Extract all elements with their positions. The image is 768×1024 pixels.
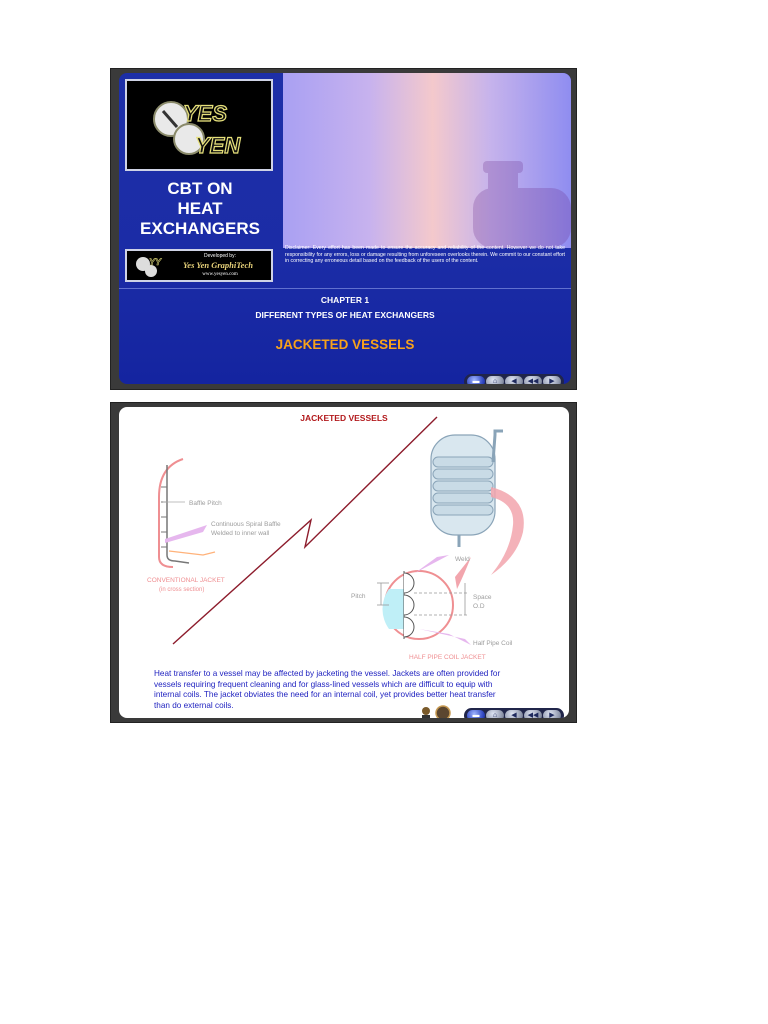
content-slide-panel bbox=[119, 407, 569, 718]
menu-icon: ▬ bbox=[472, 378, 480, 384]
yes-yen-logo bbox=[125, 79, 273, 171]
body-text: Heat transfer to a vessel may be affected by jacketing the vessel. Jackets are often provided for vessels requiring frequent cleaning and for glass-lined vessels which are difficult to equip with internal coils. The jacket obviates the need for an internal coil, yet provides better heat transfer than do external coils. bbox=[154, 669, 501, 710]
audio-icon[interactable] bbox=[436, 706, 450, 718]
next-button[interactable] bbox=[543, 710, 561, 718]
home-button[interactable] bbox=[486, 376, 504, 384]
cross-section-label: (in cross section) bbox=[159, 587, 205, 593]
jacket-diagrams bbox=[119, 407, 569, 667]
next-button[interactable] bbox=[543, 376, 561, 384]
previous-button[interactable] bbox=[524, 376, 542, 384]
home-button[interactable] bbox=[486, 710, 504, 718]
pitch-label: Pitch bbox=[351, 593, 366, 600]
course-title bbox=[125, 179, 275, 239]
exchanger-silhouette bbox=[283, 73, 571, 248]
next-icon: ▶ bbox=[549, 712, 555, 718]
menu-icon: ▬ bbox=[472, 712, 480, 718]
baffle-pitch-label: Baffle Pitch bbox=[189, 500, 222, 507]
previous-icon: ◀◀ bbox=[527, 378, 539, 384]
developer-name: Yes Yen GraphiTech bbox=[183, 260, 253, 270]
developer-badge bbox=[125, 249, 273, 282]
developed-by-label: Developed by: bbox=[204, 253, 236, 259]
welded-label: Welded to inner wall bbox=[211, 530, 270, 537]
back-icon: ◀ bbox=[511, 712, 517, 718]
next-icon: ▶ bbox=[549, 378, 555, 384]
back-button[interactable] bbox=[505, 376, 523, 384]
half-pipe-coil-jacket-label: HALF PIPE COIL JACKET bbox=[409, 654, 486, 661]
heat-exchanger-background-art bbox=[283, 73, 571, 248]
navigation-bar bbox=[464, 374, 564, 384]
menu-button[interactable] bbox=[467, 376, 485, 384]
title-slide-panel bbox=[119, 73, 571, 384]
conventional-jacket-label: CONVENTIONAL JACKET bbox=[147, 577, 225, 584]
title-slide bbox=[110, 68, 577, 390]
space-label: Space bbox=[473, 594, 492, 601]
course-title-line-2: HEAT bbox=[177, 199, 223, 218]
content-slide bbox=[110, 402, 577, 723]
topic-title: JACKETED VESSELS bbox=[275, 337, 415, 352]
half-pipe-coil-section bbox=[377, 555, 471, 645]
od-label: O.D bbox=[473, 603, 485, 610]
slide-title: JACKETED VESSELS bbox=[300, 413, 388, 423]
previous-button[interactable] bbox=[524, 710, 542, 718]
developer-website[interactable]: www.yesyen.com bbox=[202, 272, 238, 277]
coiled-vessel-drawing bbox=[431, 431, 524, 575]
home-icon: ⌂ bbox=[492, 712, 498, 718]
conventional-jacket-drawing bbox=[159, 459, 215, 567]
spiral-baffle-label: Continuous Spiral Baffle bbox=[211, 521, 281, 528]
back-icon: ◀ bbox=[511, 378, 517, 384]
narrator-icons bbox=[419, 705, 453, 718]
course-title-line-3: EXCHANGERS bbox=[140, 219, 260, 238]
weld-label: Weld bbox=[455, 556, 470, 563]
previous-icon: ◀◀ bbox=[527, 712, 539, 718]
navigation-bar bbox=[464, 708, 564, 718]
chapter-title: DIFFERENT TYPES OF HEAT EXCHANGERS bbox=[255, 310, 435, 320]
logo-yes-text: YES bbox=[183, 101, 228, 126]
home-icon: ⌂ bbox=[492, 378, 498, 384]
chapter-label: CHAPTER 1 bbox=[320, 295, 370, 305]
course-title-line-1: CBT ON bbox=[167, 179, 233, 198]
half-pipe-coil-label: Half Pipe Coil bbox=[473, 640, 513, 647]
menu-button[interactable] bbox=[467, 710, 485, 718]
svg-text:YY: YY bbox=[149, 257, 162, 267]
narrator-head-icon bbox=[422, 707, 430, 715]
divider bbox=[119, 288, 571, 289]
disclaimer-text: Disclaimer: Every effort has been made to ensure the accuracy and reliability of the content. However we do not take responsibility for any errors, loss or damage resulting from unforeseen overlooks therein. We commit to our constant effort in correcting any erroneous detail based on the feedback of the users of the content. bbox=[285, 245, 565, 265]
back-button[interactable] bbox=[505, 710, 523, 718]
logo-graphic bbox=[127, 81, 271, 169]
logo-yen-text: YEN bbox=[195, 133, 241, 158]
